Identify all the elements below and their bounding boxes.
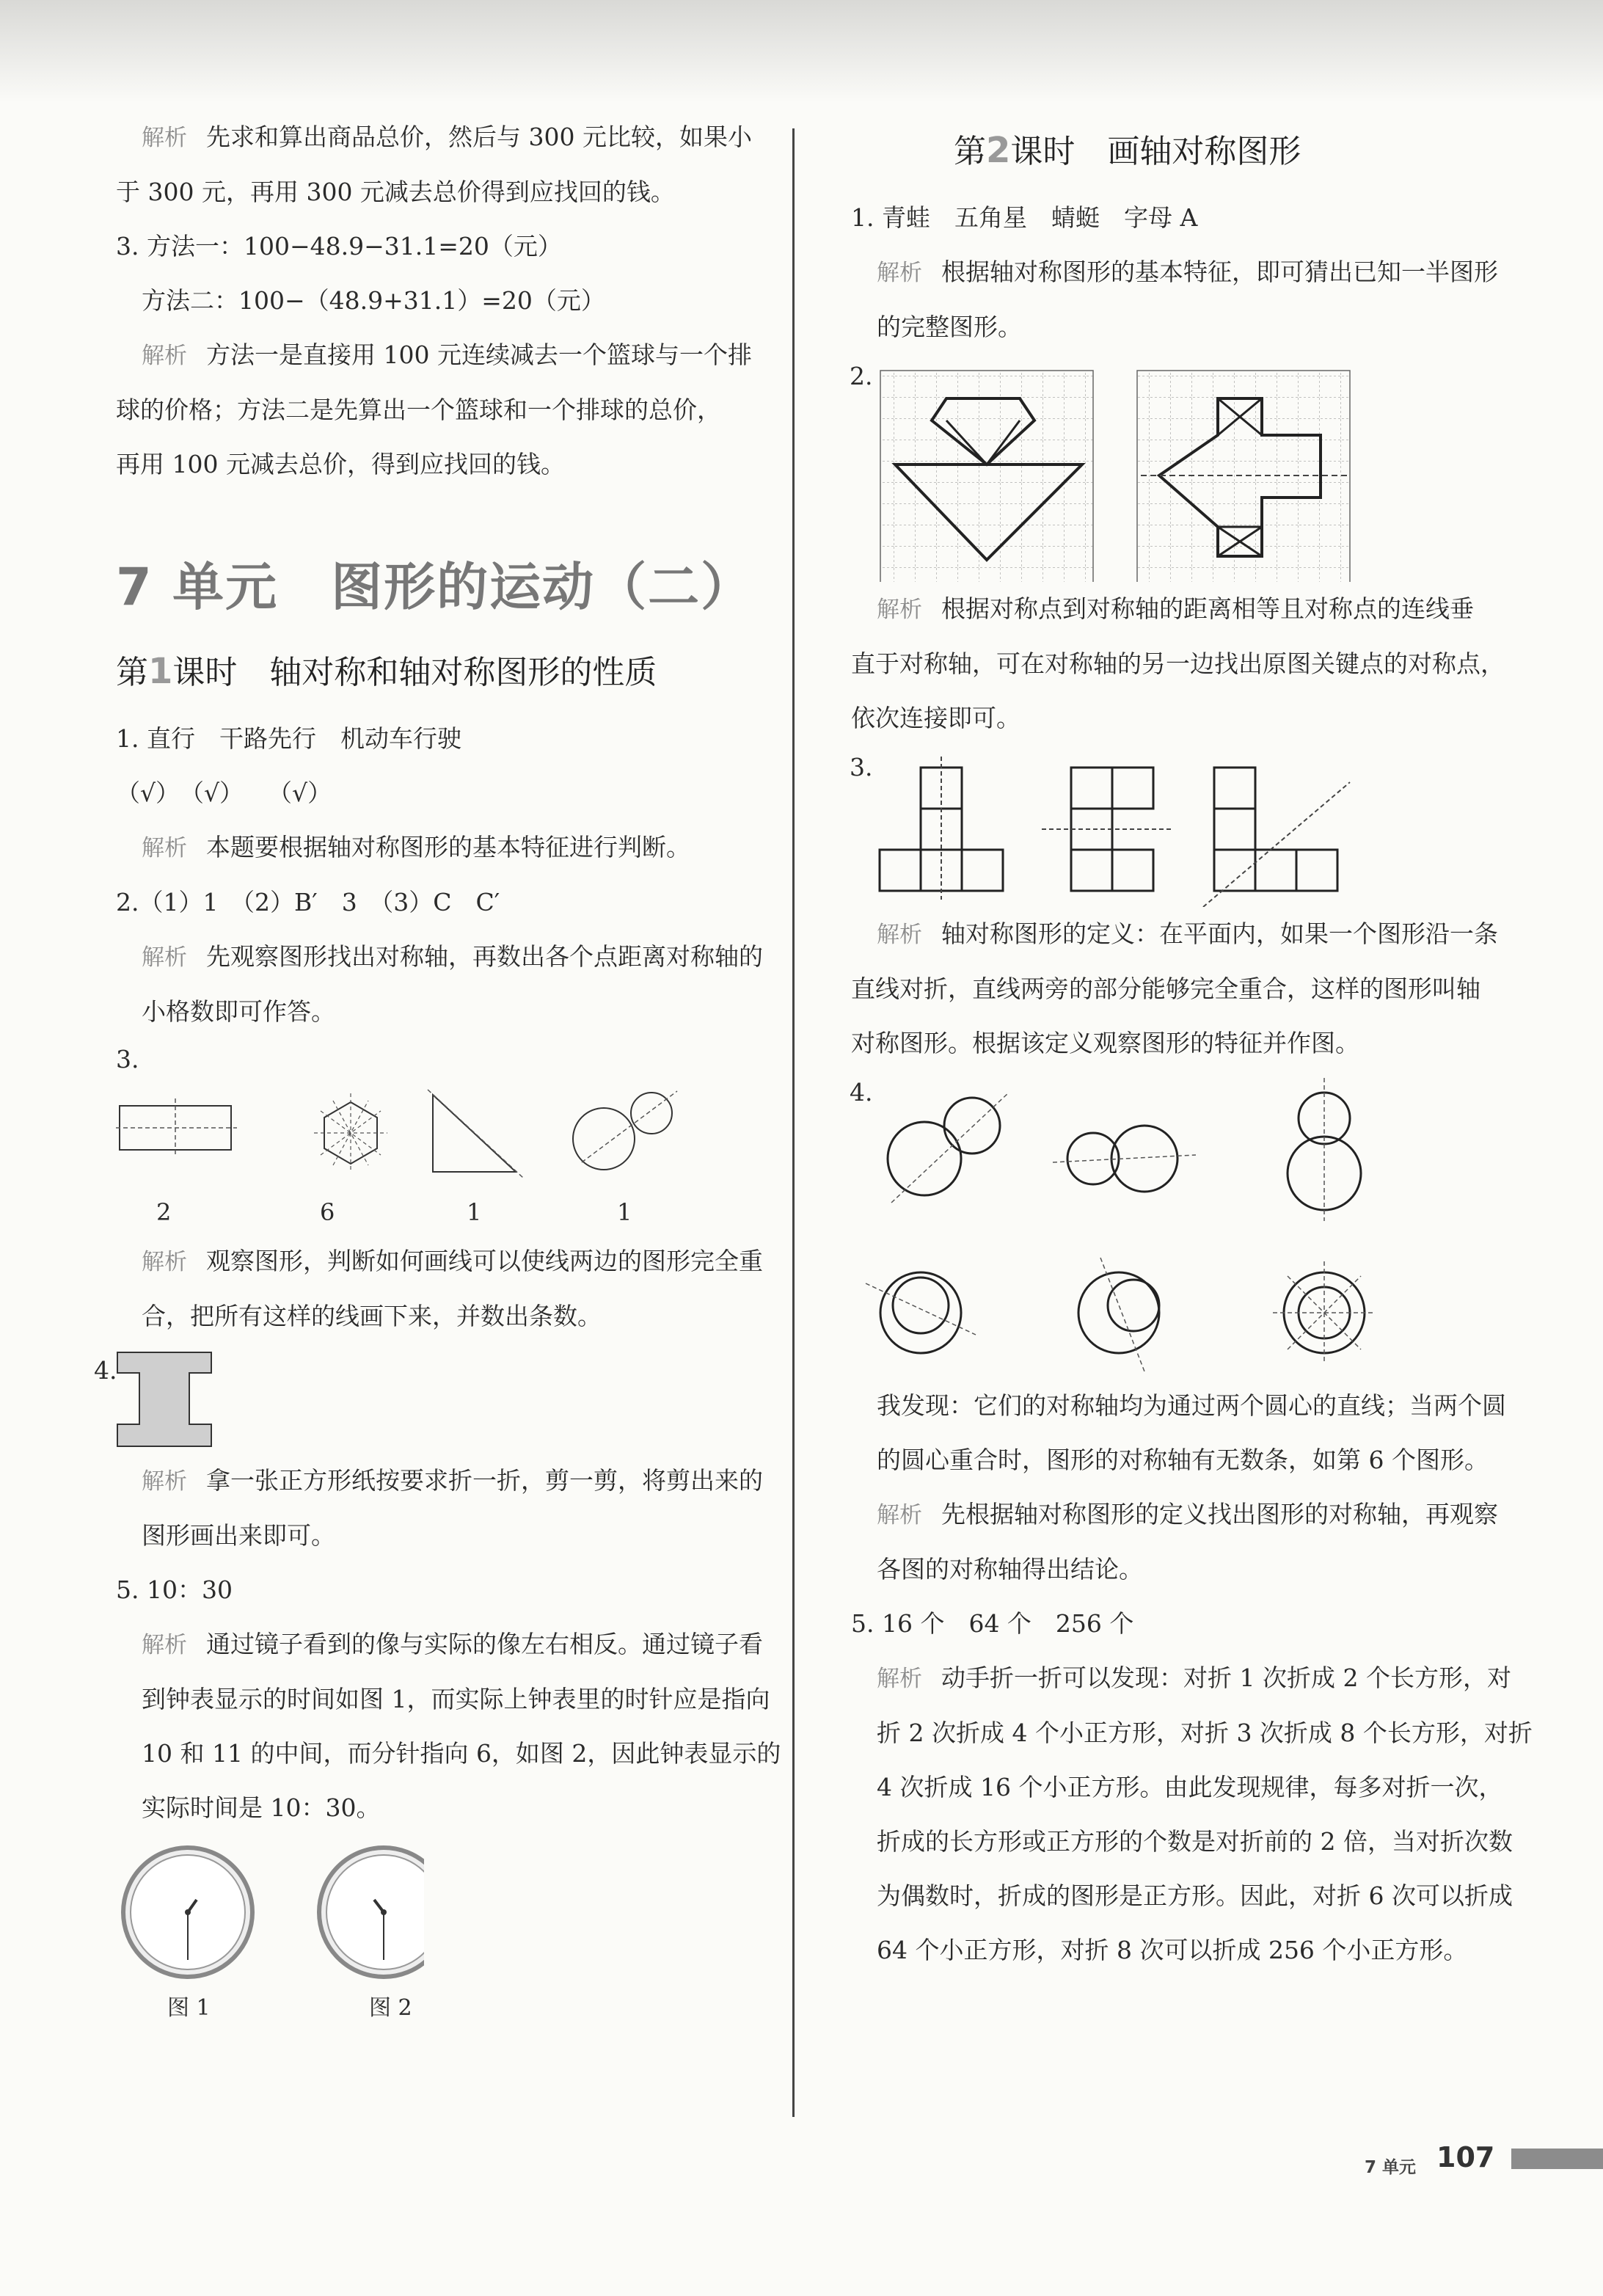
circles-symmetry-figure	[851, 1071, 1497, 1379]
analysis-paragraph: 解析 先求和算出商品总价，然后与 300 元比较，如果小	[142, 123, 752, 151]
text-line: 各图的对称轴得出结论。	[877, 1555, 1143, 1583]
axis-count-row	[116, 1190, 765, 1234]
lesson-title: 第1课时 轴对称和轴对称图形的性质	[116, 651, 657, 692]
text-line: 再用 100 元减去总价，得到应找回的钱。	[116, 450, 565, 478]
analysis-tag: 解析	[877, 1666, 922, 1692]
analysis-tag: 解析	[877, 597, 922, 623]
question-number: 2.	[850, 362, 873, 390]
text-line: 4 次折成 16 个小正方形。由此发现规律，每多对折一次，	[877, 1773, 1503, 1801]
symmetry-axes-figure	[116, 1080, 765, 1190]
answer-line: 5. 10：30	[116, 1575, 233, 1604]
text-line: 折 2 次折成 4 个小正方形，对折 3 次折成 8 个长方形，对折	[877, 1719, 1533, 1747]
text-line: 直于对称轴，可在对称轴的另一边找出原图关键点的对称点，	[851, 649, 1505, 678]
text-line: 64 个小正方形，对折 8 次可以折成 256 个小正方形。	[877, 1936, 1468, 1964]
analysis-paragraph: 解析 先观察图形找出对称轴，再数出各个点距离对称轴的	[142, 942, 763, 971]
analysis-paragraph: 解析 根据轴对称图形的基本特征，即可猜出已知一半图形	[877, 258, 1498, 286]
answer-line: 方法二：100−（48.9+31.1）=20（元）	[142, 286, 605, 315]
finding-line: 我发现：它们的对称轴均为通过两个圆心的直线；当两个圆	[877, 1391, 1506, 1420]
analysis-tag: 解析	[142, 1632, 187, 1658]
analysis-paragraph: 解析 观察图形，判断如何画线可以使线两边的图形完全重	[142, 1247, 763, 1275]
text-line: 小格数即可作答。	[142, 997, 335, 1026]
analysis-tag: 解析	[877, 1502, 922, 1528]
answer-line: 3. 方法一：100−48.9−31.1=20（元）	[116, 232, 562, 260]
lesson-title: 第2课时 画轴对称图形	[954, 130, 1301, 171]
analysis-tag: 解析	[142, 944, 187, 971]
text-line: 于 300 元，再用 300 元减去总价得到应找回的钱。	[116, 178, 675, 206]
unit-title: 7 单元 图形的运动（二）	[116, 557, 754, 617]
analysis-tag: 解析	[877, 260, 922, 286]
i-beam-cutout-figure	[116, 1351, 263, 1454]
analysis-paragraph: 解析 根据对称点到对称轴的距离相等且对称点的连线垂	[877, 594, 1474, 623]
analysis-tag: 解析	[142, 343, 187, 369]
answer-marks: （√） （√） （√）	[116, 779, 332, 807]
finding-line: 的圆心重合时，图形的对称轴有无数条，如第 6 个图形。	[877, 1446, 1489, 1474]
text-line: 到钟表显示的时间如图 1，而实际上钟表里的时针应是指向	[142, 1685, 770, 1713]
text-line: 图形画出来即可。	[142, 1521, 335, 1550]
analysis-tag: 解析	[142, 125, 187, 151]
left-column	[94, 110, 781, 2033]
analysis-paragraph: 解析 方法一是直接用 100 元连续减去一个篮球与一个排	[142, 340, 752, 369]
answer-line: 1. 直行 干路先行 机动车行驶	[116, 724, 461, 753]
figure-label: 图 2	[369, 1995, 412, 2021]
footer-unit-label: 7 单元	[1365, 2158, 1417, 2177]
clock-figure-pair	[116, 1843, 424, 1989]
square-shapes-question	[851, 746, 1497, 907]
text-line: 为偶数时，折成的图形是正方形。因此，对折 6 次可以折成	[877, 1881, 1513, 1910]
question-number: 4.	[850, 1078, 873, 1107]
right-column	[850, 110, 1533, 1978]
text-line: 依次连接即可。	[851, 704, 1020, 732]
text-line: 的完整图形。	[877, 313, 1022, 341]
text-line: 球的价格；方法二是先算出一个篮球和一个排球的总价，	[116, 396, 721, 424]
footer-bar	[1511, 2149, 1603, 2169]
answer-line: 5. 16 个 64 个 256 个	[851, 1609, 1134, 1638]
axis-count: 1	[467, 1198, 482, 1226]
axis-count: 2	[156, 1198, 172, 1226]
grid-drawing-question	[851, 354, 1497, 582]
axis-count: 6	[320, 1198, 335, 1226]
text-line: 对称图形。根据该定义观察图形的特征并作图。	[851, 1029, 1359, 1057]
analysis-paragraph: 解析 通过镜子看到的像与实际的像左右相反。通过镜子看	[142, 1630, 763, 1658]
text-line: 合，把所有这样的线画下来，并数出条数。	[142, 1302, 602, 1330]
question-number: 4.	[94, 1356, 117, 1385]
clock-figures	[116, 1843, 765, 2033]
analysis-paragraph: 解析 拿一张正方形纸按要求折一折，剪一剪，将剪出来的	[142, 1466, 763, 1495]
grid-symmetry-figure	[851, 354, 1497, 582]
analysis-tag: 解析	[142, 1468, 187, 1495]
page-number: 107	[1436, 2141, 1495, 2173]
answer-line: 1. 青蛙 五角星 蜻蜓 字母 A	[851, 203, 1198, 232]
text-line: 折成的长方形或正方形的个数是对折前的 2 倍，当对折次数	[877, 1827, 1513, 1856]
text-line: 实际时间是 10：30。	[142, 1793, 381, 1822]
analysis-tag: 解析	[142, 1249, 187, 1275]
analysis-paragraph: 解析 先根据轴对称图形的定义找出图形的对称轴，再观察	[877, 1500, 1498, 1528]
analysis-tag: 解析	[142, 835, 187, 861]
column-divider	[792, 128, 795, 2117]
circles-question	[851, 1071, 1497, 1379]
analysis-paragraph: 解析 本题要根据轴对称图形的基本特征进行判断。	[142, 833, 690, 861]
figure-label: 图 1	[167, 1995, 211, 2021]
square-shapes-figure	[851, 746, 1497, 907]
answer-line: 2.（1）1 （2）B′ 3 （3）C C′	[116, 888, 500, 916]
analysis-paragraph: 解析 动手折一折可以发现：对折 1 次折成 2 个长方形，对	[877, 1663, 1511, 1692]
analysis-paragraph: 解析 轴对称图形的定义：在平面内，如果一个图形沿一条	[877, 919, 1498, 948]
question-number: 3.	[850, 753, 873, 781]
cutout-question	[94, 1344, 765, 1454]
text-line: 10 和 11 的中间，而分针指向 6，如图 2，因此钟表显示的	[142, 1739, 781, 1768]
question-number: 3.	[116, 1045, 139, 1074]
axis-count: 1	[617, 1198, 632, 1226]
page-top-shade	[0, 0, 1603, 103]
text-line: 直线对折，直线两旁的部分能够完全重合，这样的图形叫轴	[851, 974, 1480, 1003]
analysis-tag: 解析	[877, 922, 922, 948]
